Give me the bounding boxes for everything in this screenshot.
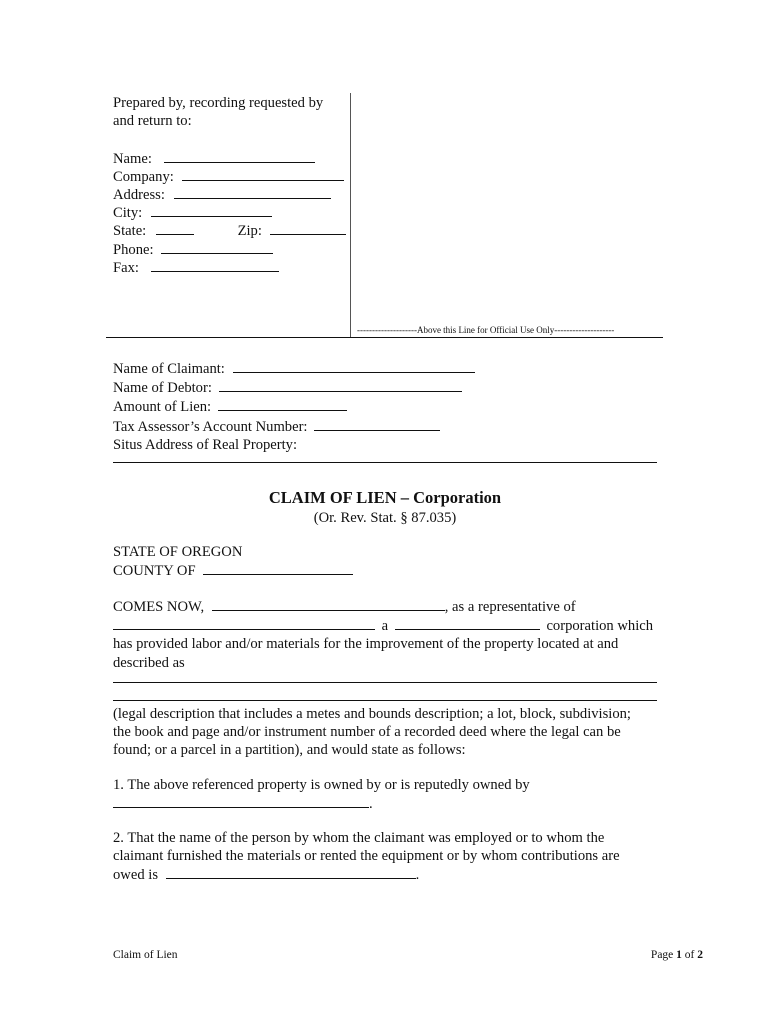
amount-label: Amount of Lien: [113, 399, 212, 416]
employer-name-blank[interactable] [166, 865, 416, 879]
page-number [651, 948, 703, 962]
claimant-field [113, 359, 475, 378]
amount-blank[interactable] [218, 397, 347, 411]
comes-now-line [113, 597, 653, 616]
prepared-by-line2: and return to: [113, 113, 192, 130]
owed-period: . [415, 867, 420, 884]
name-blank[interactable] [164, 149, 315, 163]
county-label: COUNTY OF [113, 563, 196, 580]
claimant-label: Name of Claimant: [113, 361, 225, 377]
county-blank[interactable] [203, 561, 353, 575]
owner-name-blank[interactable] [113, 794, 369, 808]
corporation-line [113, 616, 653, 635]
state-blank[interactable] [156, 221, 194, 235]
legal-description-line-1[interactable] [113, 682, 657, 683]
paragraph-2-line1: 2. That the name of the person by whom the claimant was employed or to whom the [113, 830, 605, 846]
name-label: Name: [113, 150, 152, 167]
tax-account-label: Tax Assessor’s Account Number: [113, 418, 308, 435]
situs-field [113, 436, 475, 454]
situs-label: Situs Address of Real Property: [113, 436, 298, 453]
fax-blank[interactable] [151, 258, 279, 272]
comes-now-text: COMES NOW, [113, 599, 205, 615]
comes-now-paragraph [113, 597, 653, 672]
owed-field [113, 865, 620, 884]
header-divider-vertical [350, 93, 351, 337]
corporation-name-blank[interactable] [113, 616, 375, 630]
state-of-oregon: STATE OF OREGON [113, 544, 243, 560]
address-blank[interactable] [174, 185, 331, 199]
paragraph-2-line2: claimant furnished the materials or rented the equipment or by whom contributions are [113, 848, 620, 865]
a-text: a [381, 618, 389, 635]
corporation-which-text: corporation which [546, 618, 654, 635]
corporation-state-blank[interactable] [395, 616, 540, 630]
paragraph-1-text: 1. The above referenced property is owned by or is reputedly owned by [113, 777, 530, 793]
labor-materials-text: has provided labor and/or materials for the improvement of the property located at and [113, 636, 619, 653]
prepared-by-line1: Prepared by, recording requested by [113, 95, 324, 111]
tax-account-blank[interactable] [314, 417, 440, 431]
legal-note-line1: (legal description that includes a metes and bounds description; a lot, block, subdivision; [113, 706, 631, 722]
company-label: Company: [113, 168, 174, 185]
fax-field [113, 258, 346, 276]
phone-blank[interactable] [161, 240, 273, 254]
of-word: of [684, 949, 695, 961]
phone-label: Phone: [113, 241, 154, 258]
address-label: Address: [113, 186, 165, 203]
debtor-field [113, 378, 475, 397]
described-as-text: described as [113, 654, 185, 671]
city-field [113, 203, 346, 221]
amount-field [113, 397, 475, 416]
county-field [113, 561, 353, 580]
official-use-notice: --------------------Above this Line for Official Use Only-------------------- [357, 325, 615, 335]
venue-block [113, 543, 353, 580]
paragraph-2 [113, 829, 620, 885]
header-divider-horizontal [106, 337, 663, 338]
paragraph-1 [113, 776, 530, 813]
owner-field [113, 794, 530, 813]
page-word: Page [650, 949, 674, 961]
claim-info-block [113, 359, 475, 454]
tax-account-field [113, 417, 475, 436]
name-field [113, 149, 346, 167]
representative-name-blank[interactable] [212, 597, 445, 611]
zip-label: Zip: [237, 223, 262, 240]
city-blank[interactable] [151, 203, 272, 217]
total-pages: 2 [697, 949, 703, 961]
legal-note-line3: found; or a parcel in a partition), and would state as follows: [113, 742, 466, 759]
state-zip-field [113, 221, 346, 239]
owed-is-text: owed is [113, 867, 158, 884]
company-blank[interactable] [182, 167, 344, 181]
company-field [113, 167, 346, 185]
legal-note-line2: the book and page and/or instrument number of a recorded deed where the legal can be [113, 724, 621, 741]
debtor-blank[interactable] [219, 378, 462, 392]
state-label: State: [113, 223, 147, 240]
footer-document-name: Claim of Lien [113, 949, 178, 961]
return-to-block [113, 94, 346, 276]
document-title: CLAIM OF LIEN – Corporation [268, 488, 502, 507]
fax-label: Fax: [113, 259, 139, 276]
as-representative-text: , as a representative of [444, 599, 576, 615]
statute-reference: (Or. Rev. Stat. § 87.035) [313, 510, 457, 526]
owner-period: . [369, 796, 373, 813]
address-field [113, 185, 346, 203]
legal-description-note [113, 705, 631, 760]
situs-address-line[interactable] [113, 462, 657, 463]
current-page: 1 [676, 949, 682, 961]
claimant-blank[interactable] [233, 359, 475, 373]
city-label: City: [113, 205, 143, 222]
zip-blank[interactable] [270, 221, 346, 235]
phone-field [113, 240, 346, 258]
debtor-label: Name of Debtor: [113, 380, 212, 397]
legal-description-line-2[interactable] [113, 700, 657, 701]
